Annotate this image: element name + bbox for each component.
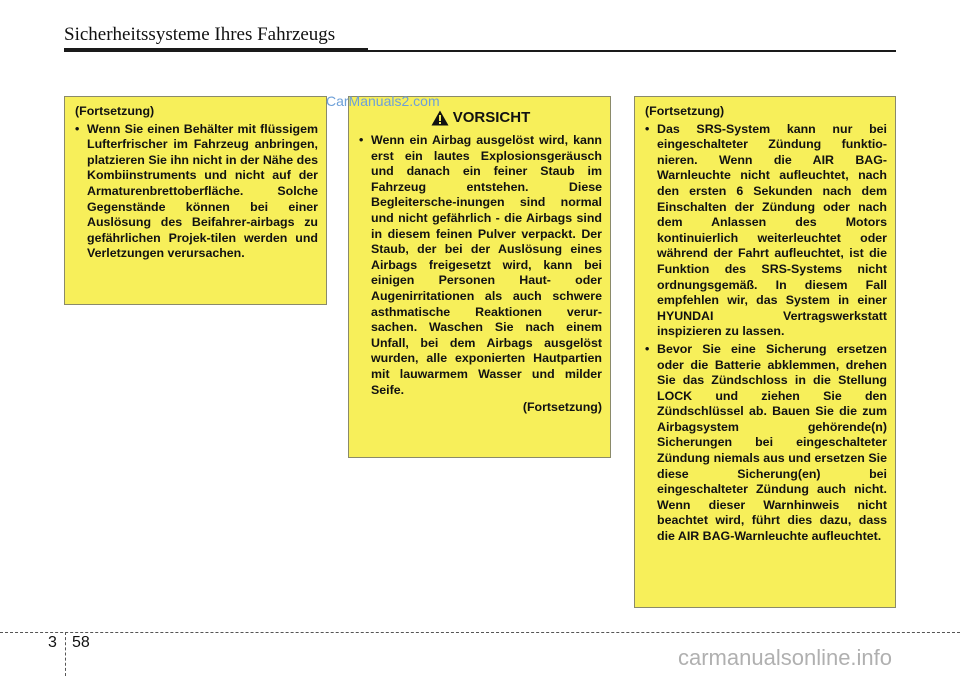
list-item-text: Bevor Sie eine Sicherung ersetzen oder die Batterie abklemmen, drehen Sie das Zündschloss in die Stellung LOCK und ziehen Sie den Zündschlüssel ab. Bauen Sie die zum Airbagsystem gehörende(n) Sicherungen bei eingeschalteter Zündung niemals aus und ersetzen Sie diese Sicherung(en) bei eingeschalteter Zündung auch nicht. Wenn dieser Warnhinweis nicht beachtet wird, führt dies dazu, dass die AIR BAG-Warnleuchte aufleuchtet. [657,341,887,544]
list-item-text: Wenn ein Airbag ausgelöst wird, kann erst ein lautes Explosionsgeräusch und danach ein feiner Staub im Fahrzeug entstehen. Diese Begleitersche-inungen sind normal und nicht gefährlich - die Airbags sind in diesem feinen Pulver verpackt. Der Staub, der bei der Auslösung eines Airbags freigesetzt wird, kann bei einigen Personen Haut- oder Augenirritationen als auch schwere asthmatische Reaktionen verur-sachen. Waschen Sie nach einem Unfall, bei dem Airbags ausgelöst wurden, alle exponierten Hautpartien mit lauwarmem Wasser und milder Seife. [371,133,602,397]
header-title: Sicherheitssysteme Ihres Fahrzeugs [64,24,336,45]
footer-divider [65,632,67,676]
header-rule-thin [368,50,896,52]
list-item [75,122,318,262]
warning-triangle-icon [431,110,449,126]
warning-label: VORSICHT [452,109,531,127]
continuation-label: (Fortsetzung) [645,104,725,118]
list-item [645,342,887,545]
note-box-right [634,96,896,608]
footer-rule [0,632,960,634]
watermark-top: CarManuals2.com [326,93,440,109]
bullet-icon: • [645,341,650,356]
bullet-icon: • [75,121,80,136]
page-number: 58 [72,634,90,651]
header-rule-thick [64,48,368,52]
continuation-label: (Fortsetzung) [75,104,155,118]
warning-box [348,96,611,458]
list-item-text: Das SRS-System kann nur bei eingeschalteter Zündung funktio-nieren. Wenn die AIR BAG-Warnleuchte nicht aufleuchtet, nach den ersten 6 Sekunden nach dem Einschalten der Zündung oder nach dem Anlassen des Motors kontinuierlich weiterleuchtet oder während der Fahrt aufleuchtet, ist die Funktion des SRS-Systems nicht ordnungsgemäß. In diesem Fall empfehlen wir, das System in einer HYUNDAI Vertragswerkstatt inspizieren zu lassen. [657,121,887,339]
continuation-label-end: (Fortsetzung) [522,400,602,415]
watermark-bottom: carmanualsonline.info [678,645,893,670]
list-item [645,122,887,340]
chapter-number: 3 [48,634,57,651]
list-item [359,133,602,398]
list-item-text: Wenn Sie einen Behälter mit flüssigem Lufterfrischer im Fahrzeug anbringen, platzieren Sie ihn nicht in der Nähe des Kombiinstruments und nicht auf der Armaturenbrettoberfläche. Solche Gegenstände können bei einer Auslösung des Beifahrer-airbags zu gefährlichen Projek-tilen werden und Verletzungen verursachen. [87,121,318,261]
bullet-icon: • [645,121,650,136]
note-box-left [64,96,327,305]
bullet-icon: • [359,133,364,147]
warning-heading [359,109,602,127]
